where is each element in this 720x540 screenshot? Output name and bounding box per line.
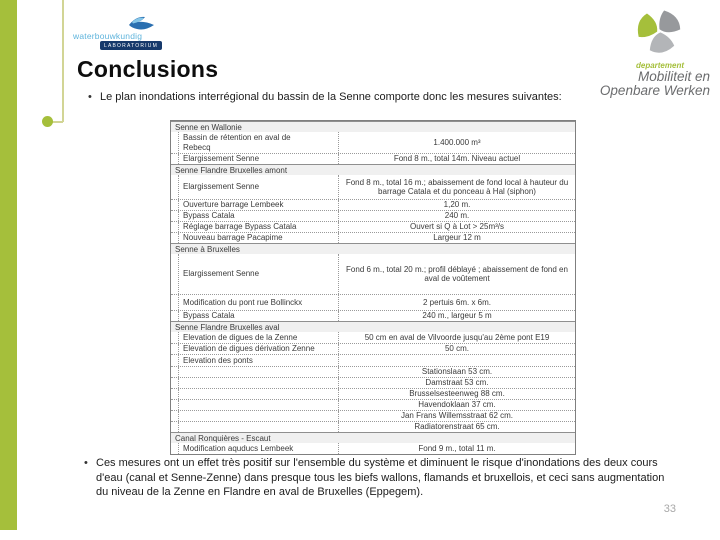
section-label: Senne à Bruxelles: [175, 244, 240, 254]
row-label: Ouverture barrage Lembeek: [178, 200, 338, 210]
row-label: Modification du pont rue Bollinckx: [178, 295, 338, 310]
table-row: [171, 254, 575, 294]
row-value: 50 cm en aval de Vilvoorde jusqu'au 2ème pont E19: [338, 332, 575, 343]
table-row: [171, 366, 575, 377]
table-row: [171, 399, 575, 410]
row-label: Elevation des ponts: [178, 355, 338, 366]
row-label: [178, 389, 338, 399]
row-label: [178, 378, 338, 388]
table-section-row: [171, 243, 575, 254]
table-row: [171, 388, 575, 399]
pinwheel-icon: [585, 8, 688, 63]
mow-mobiliteit-text: Mobiliteit en: [637, 69, 710, 84]
intro-bullet-text: Le plan inondations interrégional du bassin de la Senne comporte donc les mesures suivantes:: [100, 91, 562, 103]
row-label: Nouveau barrage Pacapime: [178, 233, 338, 243]
table-row: [171, 199, 575, 210]
row-label: [178, 367, 338, 377]
row-label: Elargissement Senne: [178, 175, 338, 199]
row-value: Fond 6 m., total 20 m.; profil déblayé ; abaissement de fond en aval de voûtement: [338, 254, 575, 294]
table-row: [171, 421, 575, 432]
row-value: Havendoklaan 37 cm.: [338, 400, 575, 410]
table-row: [171, 132, 575, 153]
table-row: [171, 410, 575, 421]
page-title: Conclusions: [77, 56, 219, 82]
row-value: Largeur 12 m: [338, 233, 575, 243]
decorative-vertical-line: [62, 0, 64, 122]
row-value: Ouvert si Q à Lot > 25m³/s: [338, 222, 575, 232]
table-row: [171, 221, 575, 232]
row-value: Fond 8 m., total 14m. Niveau actuel: [338, 154, 575, 164]
page-number: 33: [663, 503, 676, 515]
waterbouwkundig-logo-text: waterbouwkundig: [73, 31, 143, 41]
section-label: Canal Ronquières - Escaut: [175, 433, 271, 443]
row-label: Bypass Catala: [178, 311, 338, 321]
section-label: Senne Flandre Bruxelles aval: [175, 322, 280, 332]
table-row: [171, 175, 575, 199]
table-row: [171, 153, 575, 164]
row-label: Elevation de digues de la Zenne: [178, 332, 338, 343]
bullet-marker: •: [88, 91, 92, 103]
conclusion-bullet-text: Ces mesures ont un effet très positif sur l'ensemble du système et diminuent le risque d'inondations des deux cours d'eau (canal et Senne-Zenne) dans presque tous les biefs wallons, flamands et bruxellois, et ceci sans augmentation du niveau de la Zenne en Flandre en aval de Bruxelles (Eppegem).: [96, 457, 665, 499]
table-row: [171, 310, 575, 321]
row-value: Radiatorenstraat 65 cm.: [338, 422, 575, 432]
table-row: [171, 232, 575, 243]
intro-bullet: [88, 91, 648, 103]
table-row: [171, 294, 575, 310]
row-label: Elevation de digues dérivation Zenne: [178, 344, 338, 354]
waterbouwkundig-logo: [73, 14, 168, 54]
row-value: 240 m., largeur 5 m: [338, 311, 575, 321]
row-value: Stationslaan 53 cm.: [338, 367, 575, 377]
laboratorium-logo-text: LABORATORIUM: [100, 41, 162, 50]
row-value: 1.400.000 m³: [338, 132, 575, 153]
row-label: Elargissement Senne: [178, 154, 338, 164]
row-label: Réglage barrage Bypass Catala: [178, 222, 338, 232]
row-label: Bassin de rétention en aval de Rebecq: [178, 132, 338, 153]
table-section-row: [171, 321, 575, 332]
table-row: [171, 377, 575, 388]
row-label: Bypass Catala: [178, 211, 338, 221]
row-value: 50 cm.: [338, 344, 575, 354]
row-value: [338, 355, 575, 366]
decorative-dot: [42, 116, 53, 127]
table-row: [171, 210, 575, 221]
row-label: Modification aquducs Lembeek: [178, 443, 338, 454]
row-value: Damstraat 53 cm.: [338, 378, 575, 388]
row-label: [178, 422, 338, 432]
conclusion-bullet: [84, 456, 676, 500]
row-label: [178, 411, 338, 421]
bullet-marker: •: [84, 457, 88, 469]
row-label: [178, 400, 338, 410]
table-section-row: [171, 432, 575, 443]
left-accent-strip: [0, 0, 17, 530]
mow-departement-text: departement: [635, 61, 684, 70]
row-value: 240 m.: [338, 211, 575, 221]
measures-table: [170, 120, 576, 455]
section-label: Senne en Wallonie: [175, 122, 242, 132]
table-row: [171, 343, 575, 354]
row-value: Brusselsesteenweg 88 cm.: [338, 389, 575, 399]
row-value: 2 pertuis 6m. x 6m.: [338, 295, 575, 310]
table-section-row: [171, 121, 575, 132]
row-value: Fond 9 m., total 11 m.: [338, 443, 575, 454]
table-row: [171, 332, 575, 343]
table-row: [171, 443, 575, 454]
row-value: Fond 8 m., total 16 m.; abaissement de fond local à hauteur du barrage Catala et du ponceau à Hal (siphon): [338, 175, 575, 199]
row-label: Elargissement Senne: [178, 254, 338, 294]
section-label: Senne Flandre Bruxelles amont: [175, 165, 288, 175]
table-row: [171, 354, 575, 366]
row-value: 1,20 m.: [338, 200, 575, 210]
mow-logo: [585, 8, 710, 98]
table-section-row: [171, 164, 575, 175]
mow-openbare-werken-text: Openbare Werken: [599, 83, 710, 98]
row-value: Jan Frans Willemsstraat 62 cm.: [338, 411, 575, 421]
